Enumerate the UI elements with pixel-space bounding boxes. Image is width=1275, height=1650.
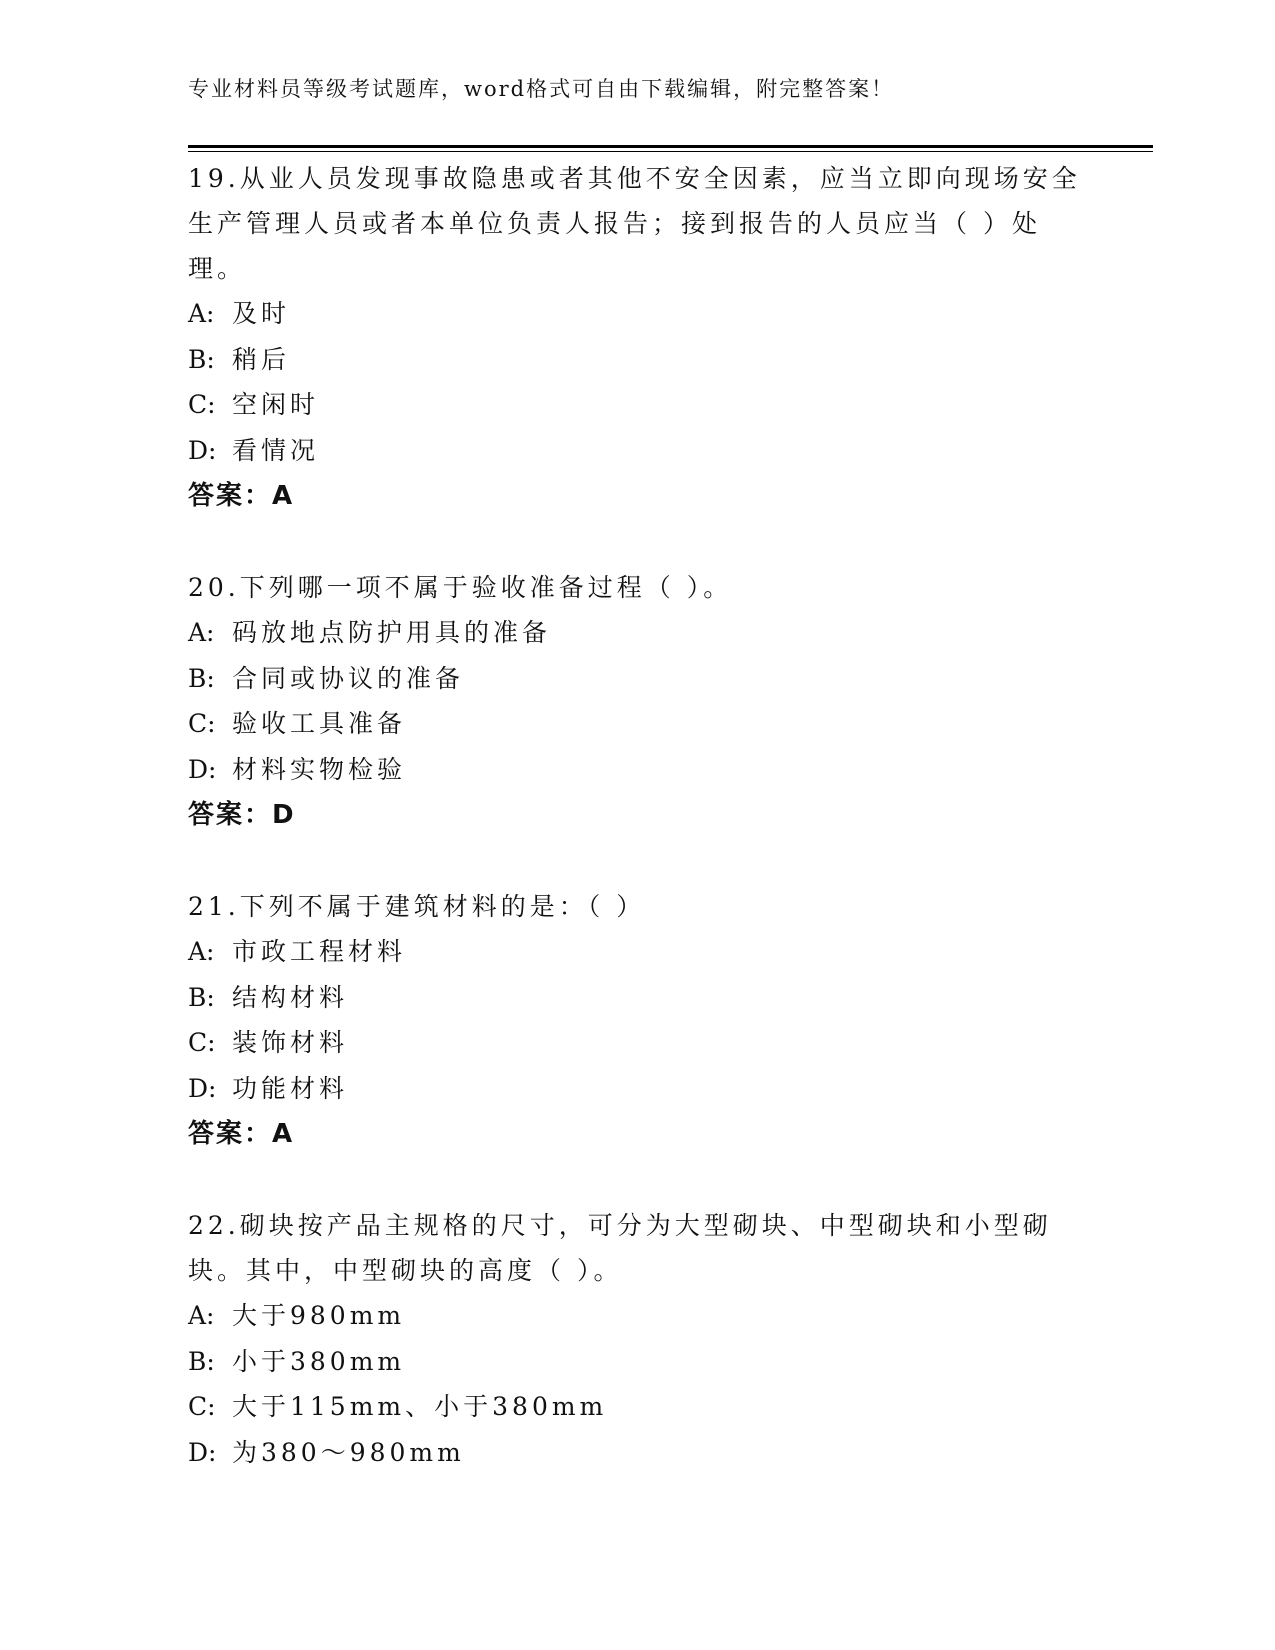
question-stem: 21.下列不属于建筑材料的是：（ ） [188,892,646,921]
option-d [188,747,1088,793]
question-20 [188,565,1088,838]
question-21 [188,884,1088,1157]
option-c [188,1384,1088,1430]
option-key: D: [188,754,217,784]
question-22 [188,1203,1088,1475]
question-stem: 19.从业人员发现事故隐患或者其他不安全因素，应当立即向现场安全生产管理人员或者本单位负责人报告；接到报告的人员应当（ ）处理。 [188,164,1081,283]
option-b [188,975,1088,1021]
answer-line: 答案：D [188,800,296,830]
option-list [188,929,1088,1111]
option-text: 装饰材料 [232,1028,349,1057]
option-text: 为380～980mm [232,1437,465,1467]
option-c [188,382,1088,428]
option-key: A: [188,937,215,966]
page-header: 专业材料员等级考试题库，word格式可自由下载编辑，附完整答案！ [188,77,895,101]
option-list [188,610,1088,792]
header-rule-thick [188,145,1153,148]
option-b [188,656,1088,702]
question-list [188,156,1088,1521]
option-text: 结构材料 [232,982,349,1012]
option-d [188,428,1088,474]
option-key: A: [188,618,215,647]
question-stem: 20.下列哪一项不属于验收准备过程（ ）。 [188,573,733,602]
option-key: C: [188,1028,216,1057]
option-text: 小于380mm [232,1346,406,1376]
option-a [188,929,1088,975]
option-key: A: [188,1301,215,1330]
option-key: C: [188,1392,216,1421]
option-a [188,291,1088,337]
option-text: 合同或协议的准备 [232,663,465,693]
option-text: 市政工程材料 [232,937,407,966]
header-rule-thin [188,151,1153,152]
option-key: B: [188,1346,215,1376]
option-d [188,1430,1088,1476]
option-c [188,1020,1088,1066]
option-key: B: [188,982,215,1012]
option-text: 码放地点防护用具的准备 [232,618,552,647]
option-key: D: [188,435,217,465]
question-stem: 22.砌块按产品主规格的尺寸，可分为大型砌块、中型砌块和小型砌块。其中，中型砌块的高度（ ）。 [188,1211,1052,1285]
option-text: 验收工具准备 [232,709,407,738]
option-text: 材料实物检验 [232,754,407,784]
option-text: 看情况 [232,435,320,465]
option-b [188,1339,1088,1385]
option-key: A: [188,299,215,328]
option-text: 空闲时 [232,390,320,419]
option-text: 功能材料 [232,1073,349,1103]
option-a [188,610,1088,656]
option-key: D: [188,1437,217,1467]
option-text: 大于115mm、小于380mm [232,1392,608,1421]
option-key: B: [188,344,215,374]
option-list [188,291,1088,473]
option-key: D: [188,1073,217,1103]
option-text: 大于980mm [232,1301,406,1330]
question-19 [188,156,1088,519]
option-list [188,1293,1088,1475]
answer-line: 答案：A [188,481,295,511]
option-text: 及时 [232,299,291,328]
option-b [188,337,1088,383]
option-key: B: [188,663,215,693]
option-key: C: [188,390,216,419]
answer-line: 答案：A [188,1119,295,1149]
option-c [188,701,1088,747]
option-a [188,1293,1088,1339]
option-key: C: [188,709,216,738]
option-text: 稍后 [232,344,291,374]
option-d [188,1066,1088,1112]
